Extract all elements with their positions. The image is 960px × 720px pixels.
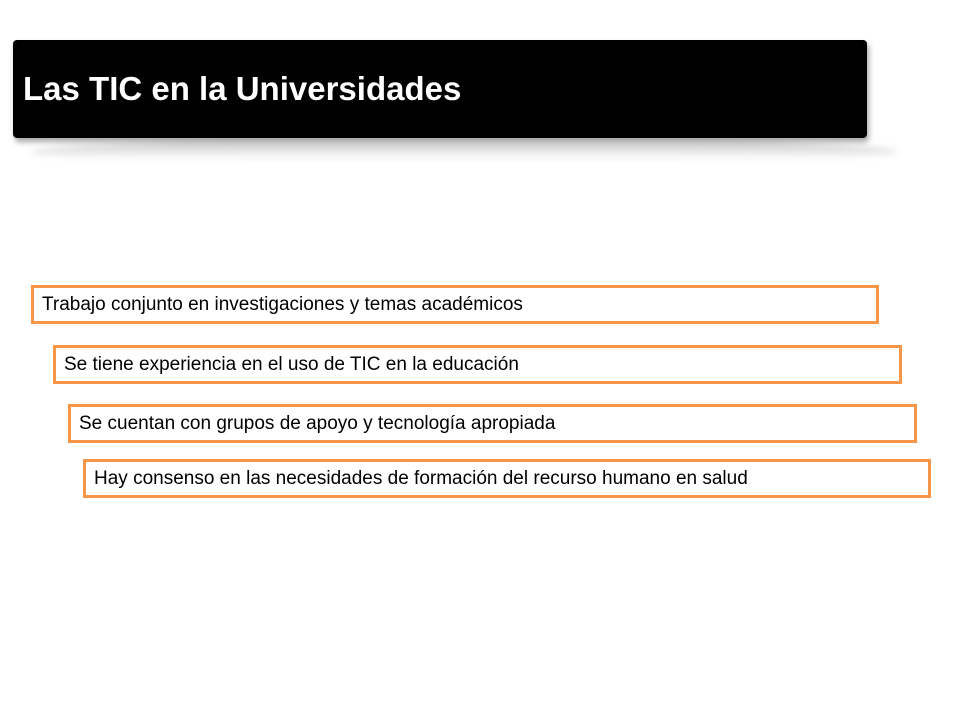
point-box-support-groups xyxy=(68,404,917,443)
point-box-experience xyxy=(53,345,902,384)
title-bar xyxy=(13,40,867,138)
point-text: Se cuentan con grupos de apoyo y tecnología apropiada xyxy=(79,412,556,434)
point-box-consensus xyxy=(83,459,931,498)
point-text: Se tiene experiencia en el uso de TIC en la educación xyxy=(64,353,519,375)
point-text: Hay consenso en las necesidades de formación del recurso humano en salud xyxy=(94,467,748,489)
point-text: Trabajo conjunto en investigaciones y temas académicos xyxy=(42,293,523,315)
point-box-research xyxy=(31,285,879,324)
slide-title: Las TIC en la Universidades xyxy=(23,70,462,107)
title-shadow xyxy=(28,142,900,162)
